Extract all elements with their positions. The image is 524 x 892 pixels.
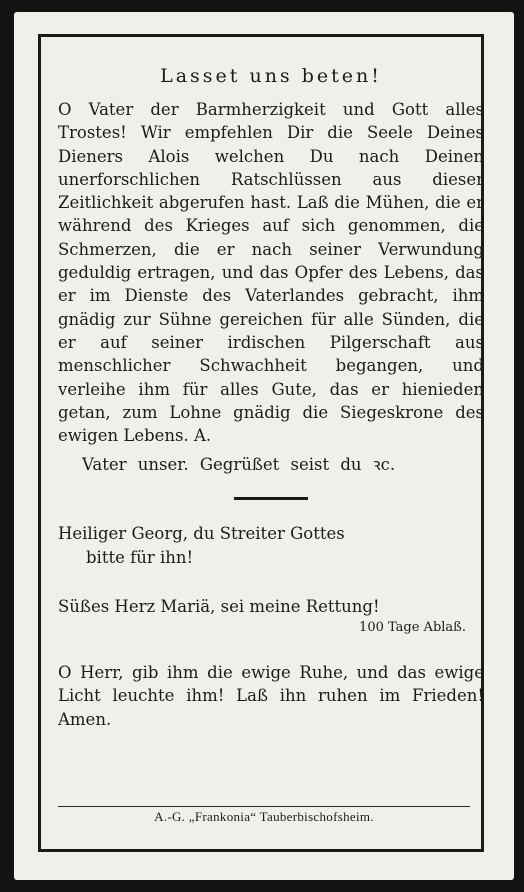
pater-noster-line: Vater unser. Gegrüßet seist du ꝛc. [82, 455, 396, 475]
card-title: Lasset uns beten! [160, 65, 382, 87]
main-prayer: O Vater der Barmherzigkeit und Gott alles Trostes! Wir empfehlen Dir die Seele Deines Dieners Alois welchen Du nach Deinen unerforschlichen Ratschlüssen aus dieser Zeitlichkeit abgerufen hast. Laß die Mühen, die er während des Krieges auf sich genommen, die Schmerzen, die er nach seiner Verwundung geduldig ertragen, und das Opfer des Lebens, das er im Dienste des Vaterlandes gebracht, ihm gnädig zur Sühne gereichen für alle Sünden, die er auf seiner irdischen Pilgerschaft aus menschlicher Schwachheit begangen, und verleihe ihm für alles Gute, das er hienieden getan, zum Lohne gnädig die Siegeskrone des ewigen Lebens. A. [58, 100, 484, 446]
printer-imprint: A.-G. „Frankonia“ Tauberbischofsheim. [154, 809, 374, 824]
saint-invocation [58, 522, 484, 569]
invocation-line-1: Heiliger Georg, du Streiter Gottes [58, 524, 345, 544]
sacred-heart-prayer: Süßes Herz Mariä, sei meine Rettung! [58, 597, 380, 617]
indulgence-note: 100 Tage Ablaß. [359, 619, 466, 635]
requiem-prayer: O Herr, gib ihm die ewige Ruhe, und das ewige Licht leuchte ihm! Laß ihn ruhen im Frieden! Amen. [58, 662, 484, 729]
footer-divider [58, 806, 470, 807]
section-divider [234, 497, 308, 500]
invocation-line-2: bitte für ihn! [86, 547, 194, 567]
card-content [58, 56, 484, 731]
